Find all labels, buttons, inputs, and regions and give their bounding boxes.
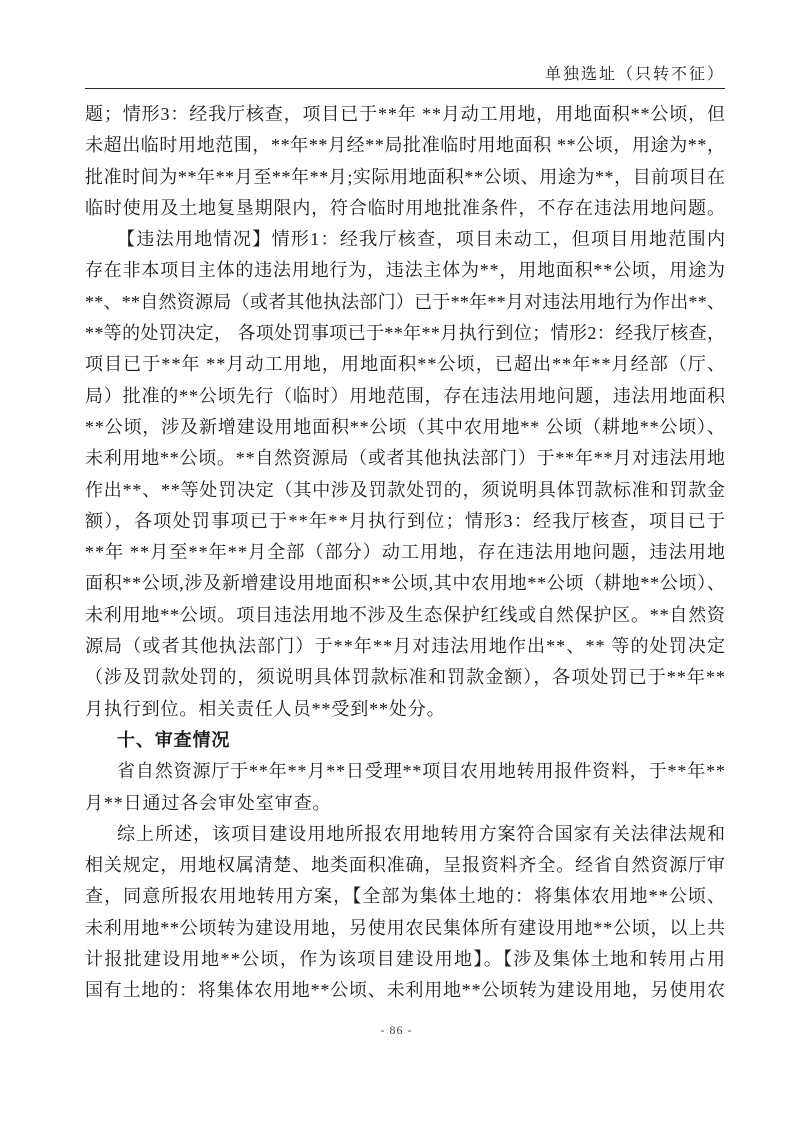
text-line: 源局（或者其他执法部门）于**年**月对违法用地作出**、** 等的处罚决定 bbox=[85, 636, 727, 657]
text-line: 【违法用地情况】情形1：经我厅核查，项目未动工，但项目用地范围内 bbox=[117, 229, 727, 250]
text-line: 未利用地**公顷。**自然资源局（或者其他执法部门）于**年**月对违法用地 bbox=[85, 448, 726, 469]
text-line: 未超出临时用地范围，**年**月经**局批准临时用地面积 **公顷，用途为**， bbox=[85, 135, 726, 156]
text-line: 省自然资源厅于**年**月**日受理**项目农用地转用报件资料，于**年** bbox=[117, 761, 726, 782]
text-line: **公顷，涉及新增建设用地面积**公顷（其中农用地** 公顷（耕地**公顷）、 bbox=[85, 416, 726, 437]
page-number: - 86 - bbox=[380, 1023, 413, 1037]
text-line: （涉及罚款处罚的，须说明具体罚款标准和罚款金额），各项处罚已于**年** bbox=[85, 667, 727, 688]
paragraph bbox=[85, 224, 725, 725]
text-line: 批准时间为**年**月至**年**月;实际用地面积**公顷、用途为**，目前项目在 bbox=[85, 166, 726, 187]
text-line: 面积**公顷,涉及新增建设用地面积**公顷,其中农用地**公顷（耕地**公顷）、 bbox=[85, 573, 726, 594]
text-line: 局）批准的**公顷先行（临时）用地范围，存在违法用地问题，违法用地面积 bbox=[85, 385, 726, 406]
paragraph bbox=[85, 756, 725, 819]
paragraph bbox=[85, 99, 725, 224]
text-line: 综上所述，该项目建设用地所报农用地转用方案符合国家有关法律法规和 bbox=[117, 823, 727, 844]
text-line: 题；情形3：经我厅核查，项目已于**年 **月动工用地，用地面积**公顷，但 bbox=[85, 104, 726, 124]
text-line: 计报批建设用地**公顷，作为该项目建设用地】。【涉及集体土地和转用占用 bbox=[85, 949, 727, 970]
text-line: 未利用地**公顷转为建设用地，另使用农民集体所有建设用地**公顷，以上共 bbox=[85, 917, 726, 938]
running-header: 单独选址（只转不征） bbox=[544, 66, 725, 83]
text-line: 查，同意所报农用地转用方案，【全部为集体土地的：将集体农用地**公顷、 bbox=[85, 886, 727, 907]
text-line: **、**自然资源局（或者其他执法部门）已于**年**月对违法用地行为作出**、 bbox=[85, 291, 726, 312]
text-line: **年 **月至**年**月全部（部分）动工用地，存在违法用地问题，违法用地 bbox=[85, 542, 727, 563]
section-heading: 十、审查情况 bbox=[117, 729, 231, 750]
text-line: 作出**、**等处罚决定（其中涉及罚款处罚的，须说明具体罚款标准和罚款金 bbox=[85, 479, 726, 500]
header-rule bbox=[85, 88, 725, 89]
text-line: 临时使用及土地复垦期限内，符合临时用地批准条件，不存在违法用地问题。 bbox=[85, 197, 726, 218]
paragraph bbox=[85, 819, 725, 1007]
text-line: 项目已于**年 **月动工用地，用地面积**公顷，已超出**年**月经部（厅、 bbox=[85, 354, 727, 375]
text-line: 相关规定，用地权属清楚、地类面积准确，呈报资料齐全。经省自然资源厅审 bbox=[85, 855, 726, 876]
text-line: **等的处罚决定， 各项处罚事项已于**年**月执行到位；情形2：经我厅核查， bbox=[85, 323, 726, 344]
text-line: 国有土地的：将集体农用地**公顷、未利用地**公顷转为建设用地，另使用农 bbox=[85, 980, 726, 1001]
body-text bbox=[85, 99, 725, 1007]
text-line: 未利用地**公顷。项目违法用地不涉及生态保护红线或自然保护区。**自然资 bbox=[85, 604, 726, 625]
text-line: 额），各项处罚事项已于**年**月执行到位；情形3：经我厅核查，项目已于 bbox=[85, 510, 727, 531]
text-line: 月执行到位。相关责任人员**受到**处分。 bbox=[85, 698, 446, 719]
text-line: 月**日通过各会审处室审查。 bbox=[85, 792, 332, 813]
text-line: 存在非本项目主体的违法用地行为，违法主体为**，用地面积**公顷，用途为 bbox=[85, 260, 726, 281]
